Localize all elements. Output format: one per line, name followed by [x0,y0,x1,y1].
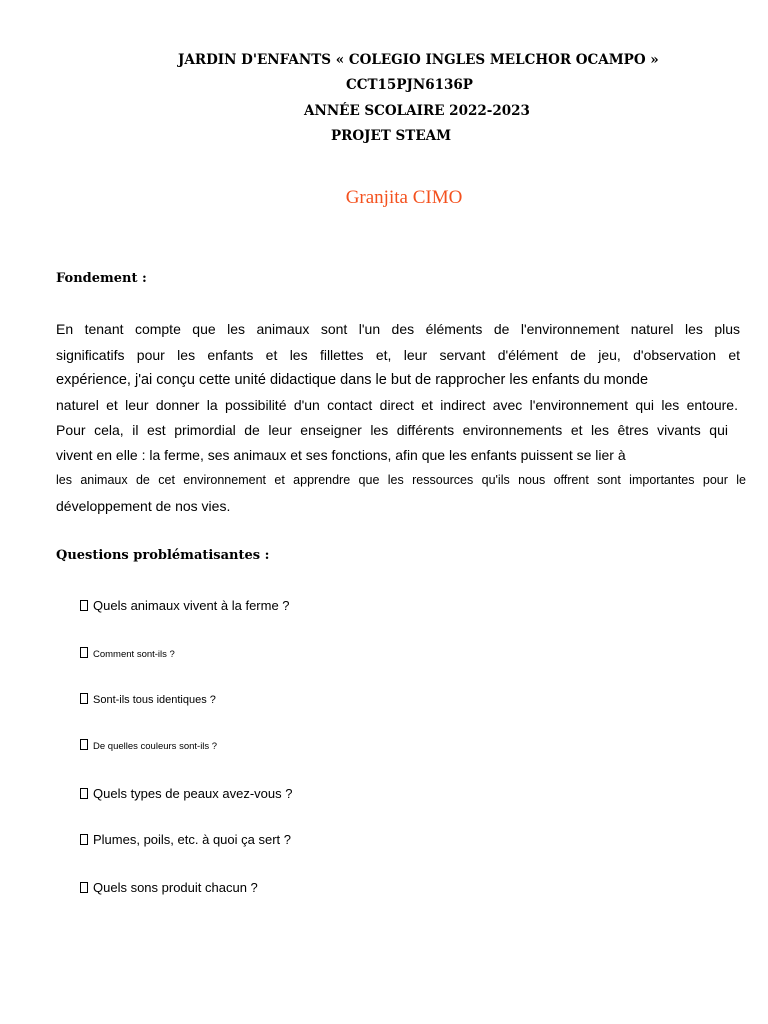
fondement-line: expérience, j'ai conçu cette unité didactique dans le but de rapprocher les enfants du monde [56,372,649,388]
bullet-box-icon [80,739,88,750]
fondement-line: vivent en elle : la ferme, ses animaux et ses fonctions, afin que les enfants puissent se lier à [56,447,626,463]
question-item [80,598,290,614]
bullet-box-icon [80,600,88,611]
project-label: PROJET STEAM [331,128,452,144]
question-item [80,880,258,896]
fondement-line: naturel et leur donner la possibilité d'un contact direct et indirect avec l'environnement qui les entoure. [56,397,738,413]
fondement-heading: Fondement : [56,271,147,286]
fondement-line: En tenant compte que les animaux sont l'un des éléments de l'environnement naturel les plus [56,321,740,337]
question-text: Sont-ils tous identiques ? [93,694,216,706]
question-item [80,739,217,755]
bullet-box-icon [80,834,88,845]
question-text: Plumes, poils, etc. à quoi ça sert ? [93,832,291,847]
question-text: Quels animaux vivent à la ferme ? [93,598,290,613]
question-item [80,832,291,848]
question-item [80,647,175,663]
fondement-line: les animaux de cet environnement et apprendre que les ressources qu'ils nous offrent sont importantes pour le [56,473,746,487]
question-item [80,692,216,708]
document-title: Granjita CIMO [345,187,463,208]
question-text: Quels types de peaux avez-vous ? [93,786,293,801]
bullet-box-icon [80,788,88,799]
question-text: Comment sont-ils ? [93,649,175,660]
question-text: Quels sons produit chacun ? [93,880,258,895]
fondement-line: significatifs pour les enfants et les fillettes et, leur servant d'élément de jeu, d'observation et [56,347,740,363]
bullet-box-icon [80,882,88,893]
bullet-box-icon [80,693,88,704]
school-code: CCT15PJN6136P [346,77,473,93]
school-year: ANNÉE SCOLAIRE 2022-2023 [304,103,530,119]
fondement-line: Pour cela, il est primordial de leur enseigner les différents environnements et les êtres vivants qui [56,422,728,438]
question-text: De quelles couleurs sont-ils ? [93,741,218,752]
question-item [80,786,292,802]
school-name: JARDIN D'ENFANTS « COLEGIO INGLES MELCHOR OCAMPO » [178,52,659,68]
questions-heading: Questions problématisantes : [56,548,270,563]
bullet-box-icon [80,647,88,658]
fondement-line: développement de nos vies. [56,498,231,514]
